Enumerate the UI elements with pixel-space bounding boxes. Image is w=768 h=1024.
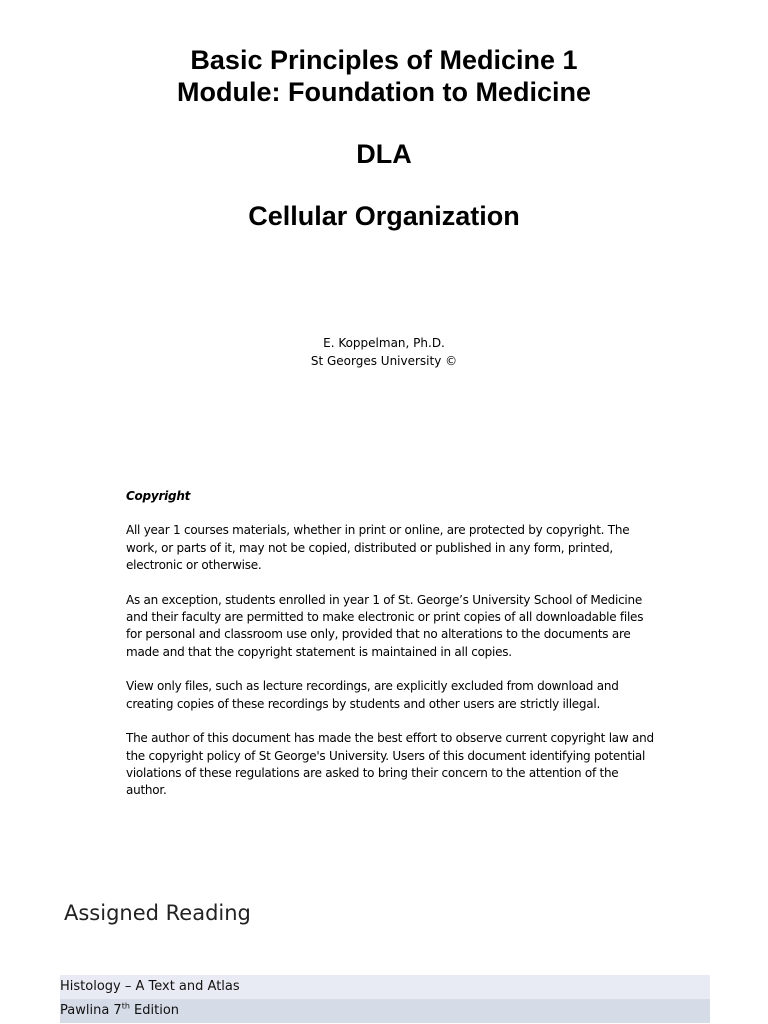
course-title: Basic Principles of Medicine 1 xyxy=(190,45,578,75)
dla-label: DLA xyxy=(356,139,412,169)
author-name: E. Koppelman, Ph.D. xyxy=(323,336,445,350)
author-block xyxy=(0,334,768,370)
copyright-paragraph: The author of this document has made the best effort to observe current copyright law and the copyright policy of St George's University. Users of this document identifying potential violations of these regulations are asked to bring their concern to the attention of the author. xyxy=(126,731,654,798)
reading-row xyxy=(60,999,710,1023)
copyright-heading: Copyright xyxy=(126,489,191,503)
topic-title: Cellular Organization xyxy=(248,201,520,231)
copyright-paragraph: All year 1 courses materials, whether in print or online, are protected by copyright. The work, or parts of it, may not be copied, distributed or published in any form, printed, electronic or otherwise. xyxy=(126,523,630,572)
reading-edition-suffix: Edition xyxy=(129,1003,180,1018)
reading-edition-superscript: th xyxy=(121,1001,130,1011)
assigned-reading-heading: Assigned Reading xyxy=(64,901,251,925)
reading-table xyxy=(60,975,710,1023)
copyright-paragraph: View only files, such as lecture recordings, are explicitly excluded from download and creating copies of these recordings by students and other users are strictly illegal. xyxy=(126,679,619,711)
document-title xyxy=(0,44,768,232)
author-institution: St Georges University © xyxy=(310,354,458,368)
reading-edition-prefix: Pawlina 7 xyxy=(60,1003,122,1018)
reading-book-title: Histology – A Text and Atlas xyxy=(60,979,240,994)
reading-row xyxy=(60,975,710,999)
copyright-notice xyxy=(126,488,656,817)
module-title: Module: Foundation to Medicine xyxy=(177,77,591,107)
copyright-paragraph: As an exception, students enrolled in year 1 of St. George’s University School of Medicine and their faculty are permitted to make electronic or print copies of all downloadable files for personal and classroom use only, provided that no alterations to the documents are made and that the copyright statement is maintained in all copies. xyxy=(126,592,644,659)
